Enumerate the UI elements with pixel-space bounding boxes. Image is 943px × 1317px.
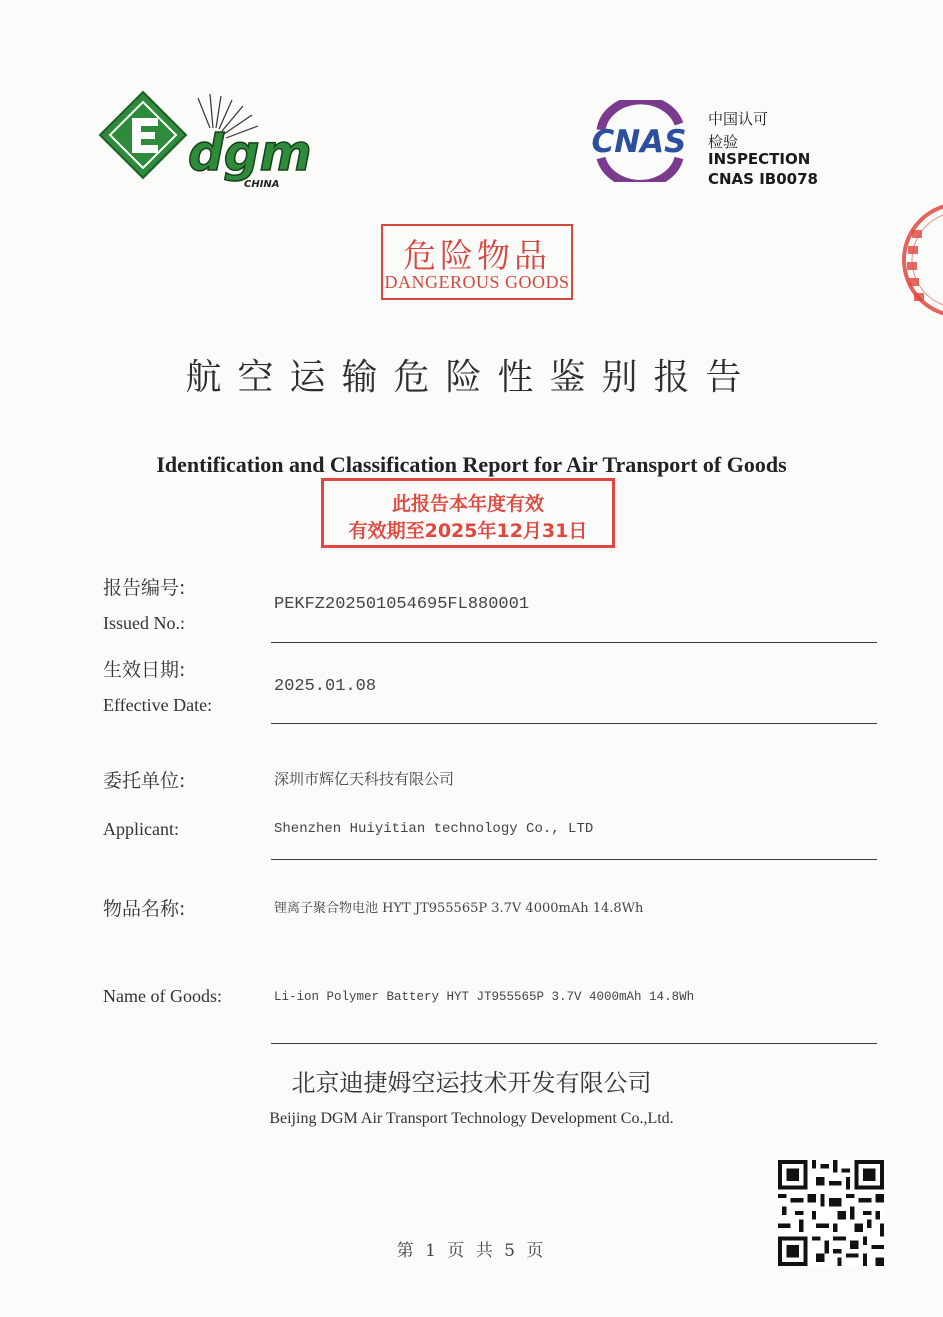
applicant-label-en: Applicant: [103, 819, 179, 839]
side-seal-stamp-icon [898, 190, 943, 330]
page-number: 第 1 页 共 5 页 [396, 1241, 547, 1261]
dgm-sub-text: CHINA [244, 179, 280, 190]
applicant-value-cn: 深圳市辉亿天科技有限公司 [274, 770, 455, 788]
cnas-en-line2: CNAS IB0078 [708, 170, 818, 188]
dangerous-goods-stamp [381, 224, 573, 300]
issued-underline [271, 642, 877, 643]
validity-stamp [321, 478, 615, 548]
company-name-cn: 北京迪捷姆空运技术开发有限公司 [291, 1069, 652, 1097]
cnas-en-line1: INSPECTION [708, 150, 811, 168]
goods-value-en: Li-ion Polymer Battery HYT JT955565P 3.7V 4000mAh 14.8Wh [274, 990, 695, 1004]
qr-code-icon[interactable] [778, 1160, 884, 1266]
goods-underline [271, 1043, 877, 1044]
effective-underline [271, 723, 877, 724]
effective-date-value: 2025.01.08 [274, 677, 377, 696]
applicant-underline [271, 859, 877, 860]
company-name-en: Beijing DGM Air Transport Technology Development Co.,Ltd. [269, 1110, 674, 1127]
validity-line2: 有效期至2025年12月31日 [348, 520, 588, 542]
report-title-cn: 航空运输危险性鉴别报告 [185, 357, 758, 398]
applicant-value-en: Shenzhen Huiyitian technology Co., LTD [274, 821, 594, 837]
dangerous-goods-cn: 危险物品 [403, 236, 551, 275]
dangerous-goods-en: DANGEROUS GOODS [384, 272, 570, 292]
goods-label-cn: 物品名称: [103, 898, 186, 920]
cnas-cn-line2: 检验 [708, 133, 739, 151]
dgm-brand-text: dgm [188, 124, 312, 182]
effective-label-cn: 生效日期: [103, 659, 186, 681]
applicant-label-cn: 委托单位: [103, 770, 186, 792]
goods-value-cn: 锂离子聚合物电池 HYT JT955565P 3.7V 4000mAh 14.8Wh [274, 901, 644, 916]
goods-label-en: Name of Goods: [103, 986, 222, 1006]
dgm-e-logo-icon [98, 88, 313, 193]
issued-number-value: PEKFZ202501054695FL880001 [274, 595, 530, 614]
cnas-logo-icon [587, 100, 692, 182]
cnas-logo-text: CNAS [591, 124, 687, 160]
issued-label-en: Issued No.: [103, 613, 185, 633]
report-title-en: Identification and Classification Report for Air Transport of Goods [156, 452, 787, 477]
issued-label-cn: 报告编号: [103, 577, 186, 599]
effective-label-en: Effective Date: [103, 695, 213, 715]
validity-line1: 此报告本年度有效 [391, 493, 544, 515]
cnas-cn-line1: 中国认可 [708, 110, 769, 128]
